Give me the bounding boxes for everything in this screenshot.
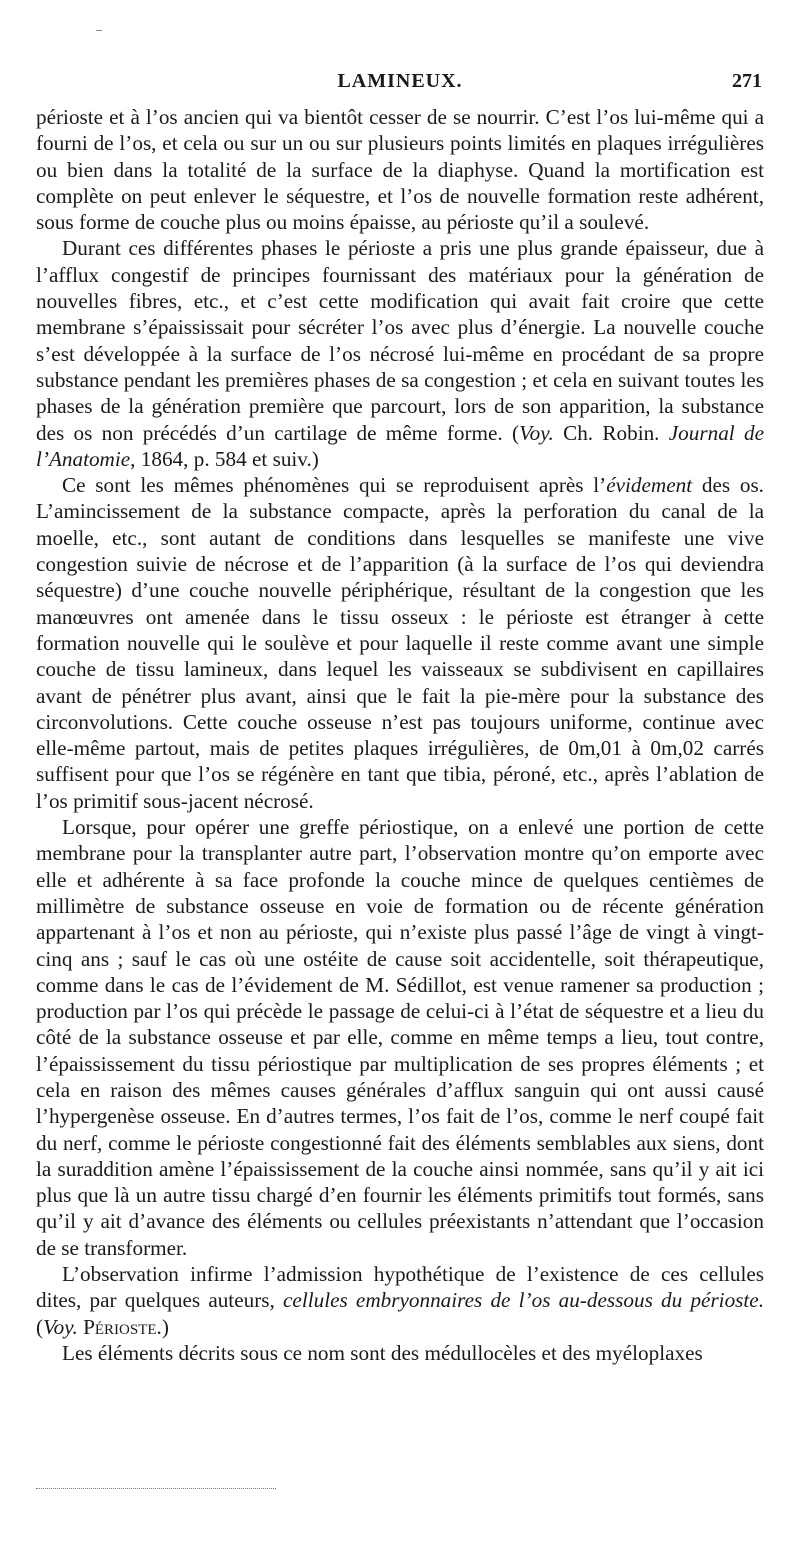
paragraph-text: des os. L’amincissement de la substance compacte, après la perforation du canal de la moelle, etc., sont autant de conditions dans lesquelles se manifeste une vive congestion suivie de nécrose et de l’apparition (à la surface de l’os qui deviendra séquestre) d’une couche nouvelle périphérique, résultant de la congestion que les manœuvres ont amenée dans le tissu osseux : le périoste est étranger à cette formation nouvelle qui le soulève et pour laquelle il reste comme avant une simple couche de tissu lamineux, dans lequel les vaisseaux se subdivisent en capillaires avant de pénétrer plus avant, ainsi que le fait la pie-mère pour la substance des circonvolutions. Cette couche osseuse n’est pas toujours uniforme, continue avec elle-même partout, mais de petites plaques irrégulières, de 0m,01 à 0m,02 carrés suffisent pour que l’os se régénère en tant que tibia, péroné, etc., après l’ablation de l’os primitif sous-jacent nécrosé. <box>36 473 764 813</box>
paragraph-3 <box>36 472 764 814</box>
cross-reference: Périoste <box>77 1314 157 1339</box>
page-header <box>36 64 764 104</box>
paragraph-text: périoste et à l’os ancien qui va bientôt cesser de se nourrir. C’est l’os lui-même qui a fourni de l’os, et cela ou sur un ou sur plusieurs points limités en plaques irrégulières ou bien dans la totalité de la surface de la diaphyse. Quand la mortification est complète on peut enlever le séquestre, et l’os de nouvelle formation reste adhérent, sous forme de couche plus ou moins épaisse, au périoste qu’il a soulevé. <box>36 105 764 235</box>
body-text <box>36 104 764 1366</box>
italic-term: cellules embryonnaires de l’os au-dessous du périoste. <box>283 1288 764 1313</box>
italic-ref: Voy. <box>519 420 554 445</box>
paragraph-text: Ce sont les mêmes phénomènes qui se reproduisent après l’ <box>62 473 607 498</box>
paragraph-text: Lorsque, pour opérer une greffe périostique, on a enlevé une portion de cette membrane pour la transplanter autre part, l’observation montre qu’on emporte avec elle et adhérente à sa face profonde la couche mince de quelques centièmes de millimètre de substance osseuse en voie de formation ou de récente génération appartenant à l’os et non au périoste, qui n’existe plus passé l’âge de vingt à vingt-cinq ans ; sauf le cas où une ostéite de cause soit accidentelle, soit thérapeutique, comme dans le cas de l’évidement de M. Sédillot, est venue ramener sa production ; production par l’os qui précède le passage de celui-ci à l’état de séquestre et a lieu du côté de la substance osseuse et par elle, comme en même temps a lieu, tout contre, l’épaississement du tissu périostique par multiplication de ses propres éléments ; et cela en raison des mêmes causes générales d’afflux sanguin qui ont aussi causé l’hypergenèse osseuse. En d’autres termes, l’os fait de l’os, comme le nerf coupé fait du nerf, comme le périoste congestionné fait des éléments semblables aux siens, dont la suraddition amène l’épaississement de la couche ainsi nommée, sans qu’il y ait ici plus que là un autre tissu chargé d’en fournir les éléments primitifs tout formés, sans qu’il y ait d’avance des éléments ou cellules préexistants n’attendant que l’occasion de se transformer. <box>36 815 764 1260</box>
italic-ref: Voy. <box>43 1314 78 1339</box>
footer-dotted-rule <box>36 1488 276 1489</box>
page-number: 271 <box>732 70 762 92</box>
paragraph-2 <box>36 235 764 472</box>
paragraph-text: , 1864, p. 584 et suiv.) <box>130 446 319 471</box>
paragraph-1 <box>36 104 764 235</box>
italic-term: évidement <box>606 473 693 498</box>
book-page <box>36 64 764 1366</box>
paragraph-text: .) <box>156 1314 169 1339</box>
running-title: LAMINEUX. <box>337 70 463 92</box>
paragraph-text: Les éléments décrits sous ce nom sont des médullocèles et des myéloplaxes <box>62 1340 703 1365</box>
paragraph-6 <box>36 1340 764 1366</box>
paragraph-text: Durant ces différentes phases le périoste a pris une plus grande épaisseur, due à l’afflux congestif de principes fournissant des matériaux pour la génération de nouvelles fibres, etc., et c’est cette modification qui avait fait croire que cette membrane s’épaississait pour sécréter l’os avec plus d’énergie. La nouvelle couche s’est développée à la surface de l’os nécrosé lui-même en procédant de sa propre substance pendant les premières phases de sa congestion ; et cela en suivant toutes les phases de la génération première que parcourt, lors de son apparition, la substance des os non précédés d’un cartilage de même forme. ( <box>36 236 764 445</box>
stray-ink-mark <box>96 30 102 31</box>
journal-title: Journal de l’Anatomie <box>36 420 764 471</box>
paragraph-5 <box>36 1261 764 1340</box>
paragraph-text: Ch. Robin. <box>553 420 669 445</box>
paragraph-4 <box>36 814 764 1261</box>
paragraph-text: ( <box>36 1314 44 1339</box>
paragraph-text: L’observation infirme l’admission hypothétique de l’existence de ces cellules dites, par quelques auteurs, <box>36 1262 764 1313</box>
